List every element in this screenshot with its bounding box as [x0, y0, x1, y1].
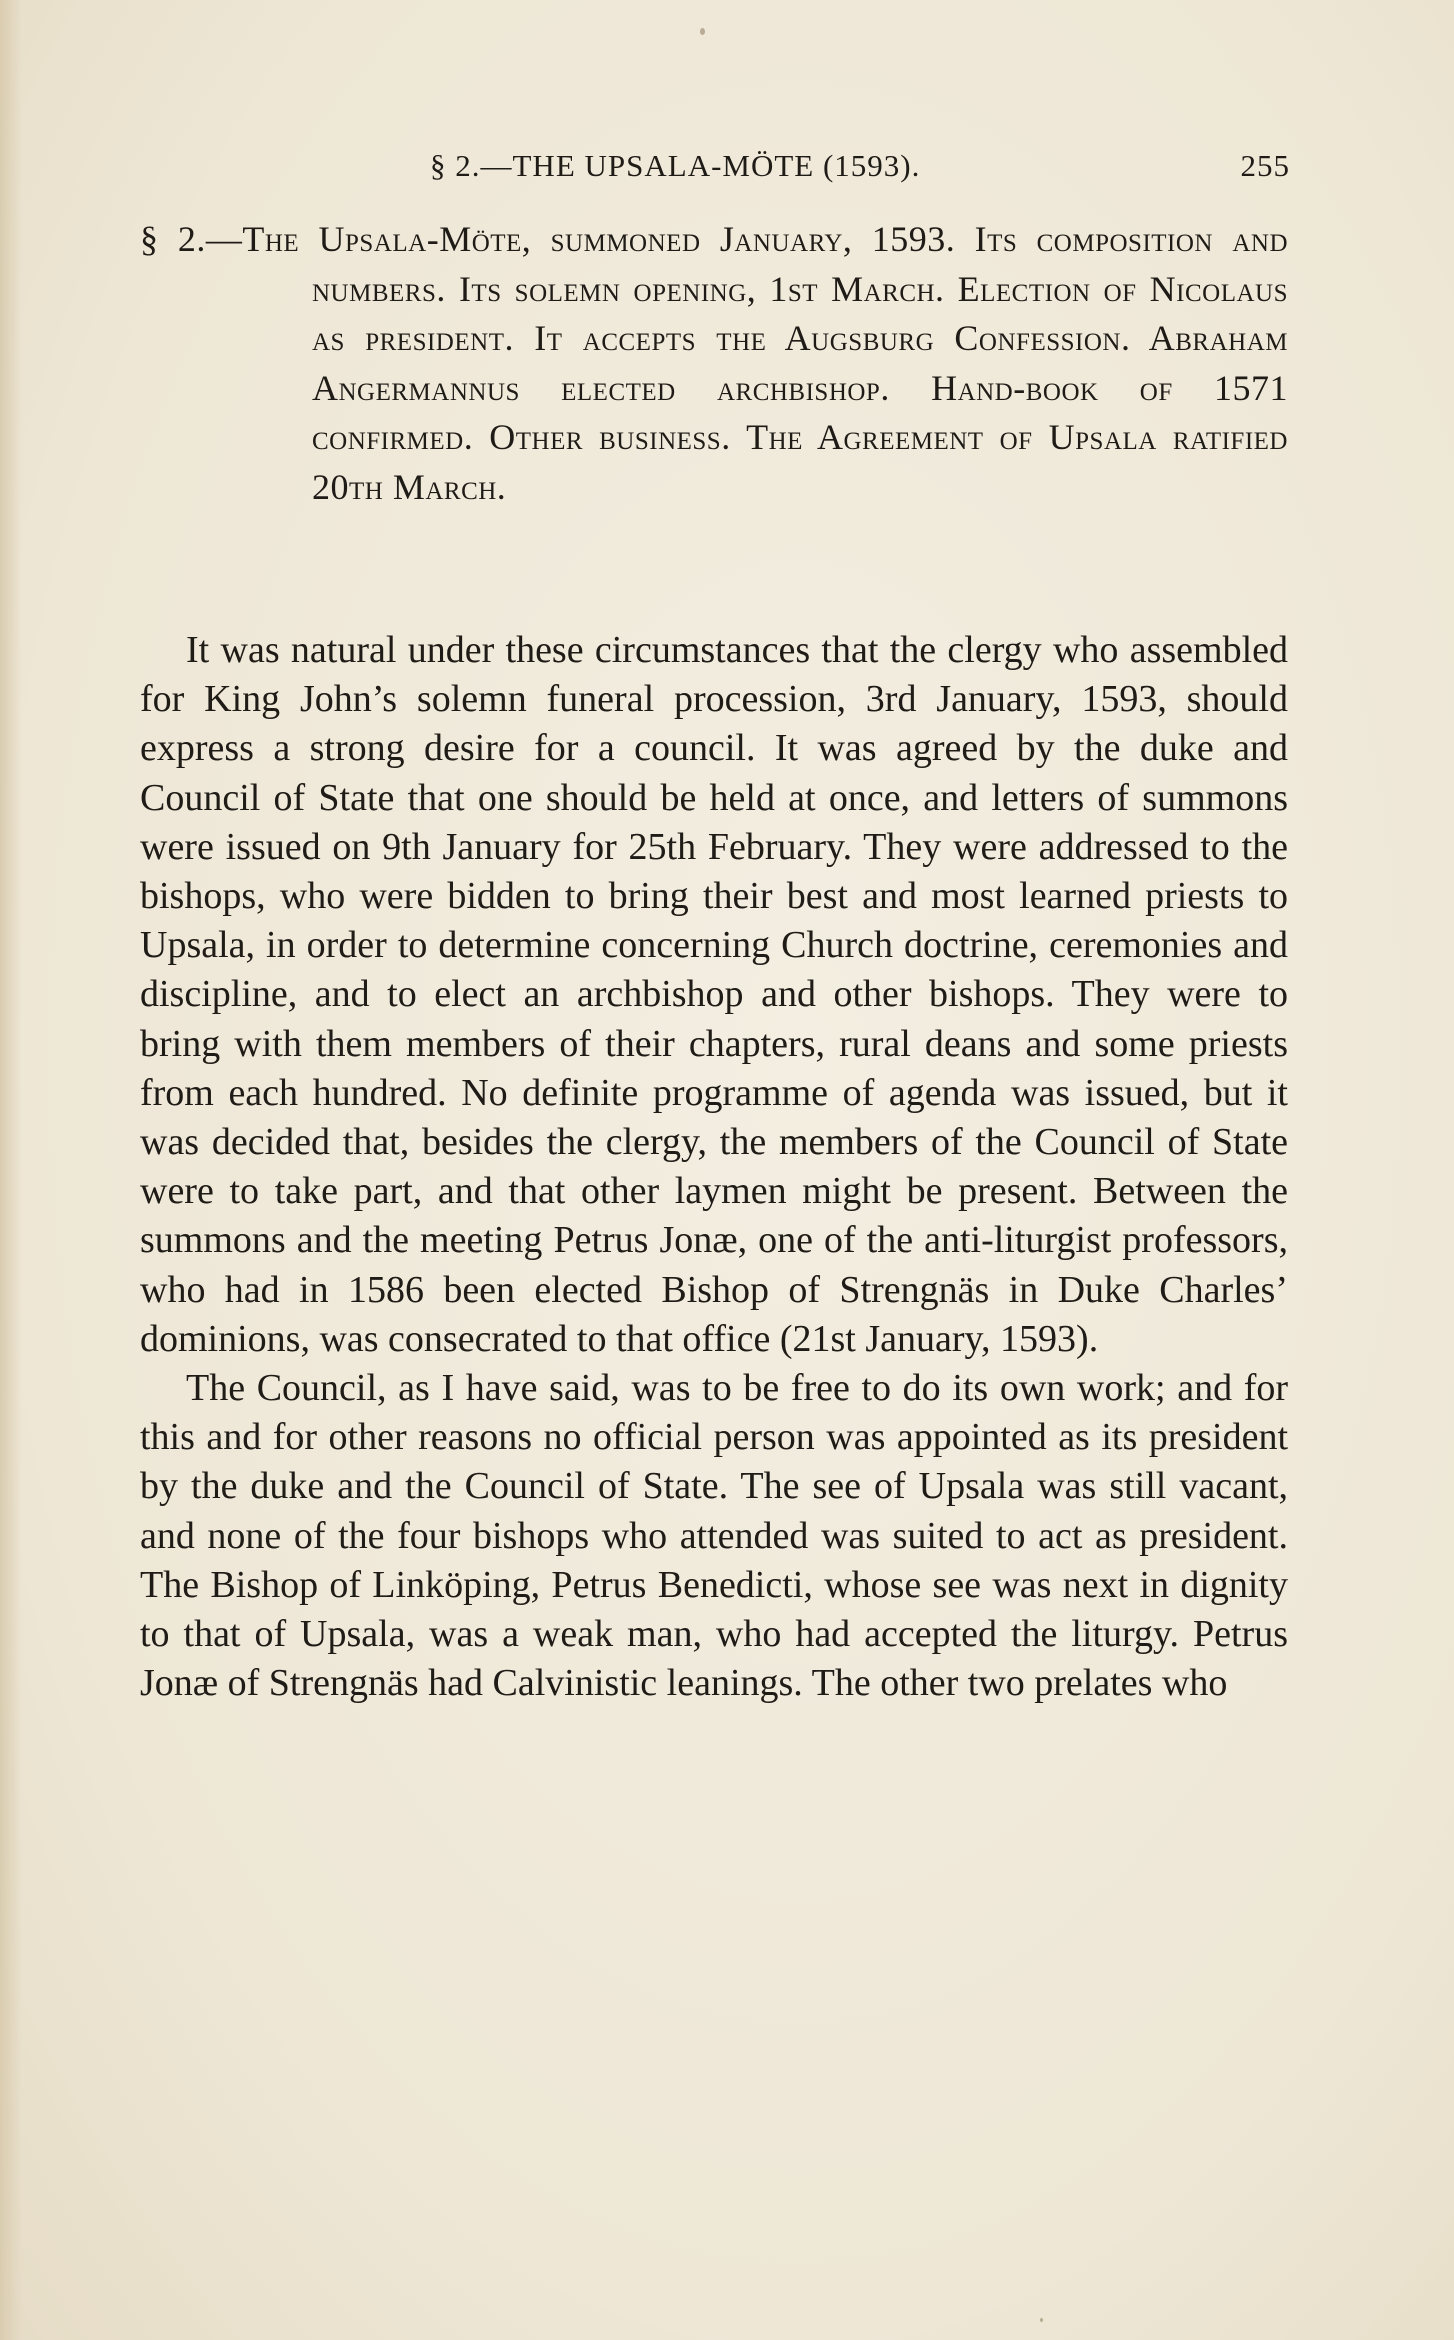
page-gutter-shadow: [0, 0, 22, 2340]
section-heading: § 2.—The Upsala-Möte, summoned January, 1593. Its composition and numbers. Its solemn opening, 1st March. Election of Nicolaus as president. It accepts the Augsburg Confession. Abraham Angermannus elected archbishop. Hand-book of 1571 confirmed. Other business. The Agreement of Upsala ratified 20th March.: [140, 219, 1288, 507]
body-text: [140, 626, 1288, 1708]
running-head: [140, 148, 1290, 188]
paper-speck: [1040, 2318, 1043, 2322]
paper-speck: [700, 28, 705, 35]
page-number: 255: [1240, 148, 1290, 183]
running-head-title: § 2.—THE UPSALA-MÖTE (1593).: [430, 148, 921, 183]
paragraph: The Council, as I have said, was to be free to do its own work; and for this and for other reasons no official person was appointed as its president by the duke and the Council of State. The see of Upsala was still vacant, and none of the four bishops who attended was suited to act as president. The Bishop of Linköping, Petrus Benedicti, whose see was next in dignity to that of Upsala, was a weak man, who had accepted the liturgy. Petrus Jonæ of Strengnäs had Calvinistic leanings. The other two prelates who: [140, 1367, 1288, 1705]
paragraph: It was natural under these circumstances that the clergy who assembled for King John’s solemn funeral procession, 3rd January, 1593, should express a strong desire for a council. It was agreed by the duke and Council of State that one should be held at once, and letters of summons were issued on 9th January for 25th February. They were addressed to the bishops, who were bidden to bring their best and most learned priests to Upsala, in order to determine concerning Church doctrine, ceremonies and discipline, and to elect an archbishop and other bishops. They were to bring with them members of their chapters, rural deans and some priests from each hundred. No definite programme of agenda was issued, but it was decided that, besides the clergy, the members of the Council of State were to take part, and that other laymen might be present. Between the summons and the meeting Petrus Jonæ, one of the anti-liturgist professors, who had in 1586 been elected Bishop of Strengnäs in Duke Charles’ dominions, was consecrated to that office (21st January, 1593).: [140, 629, 1288, 1360]
